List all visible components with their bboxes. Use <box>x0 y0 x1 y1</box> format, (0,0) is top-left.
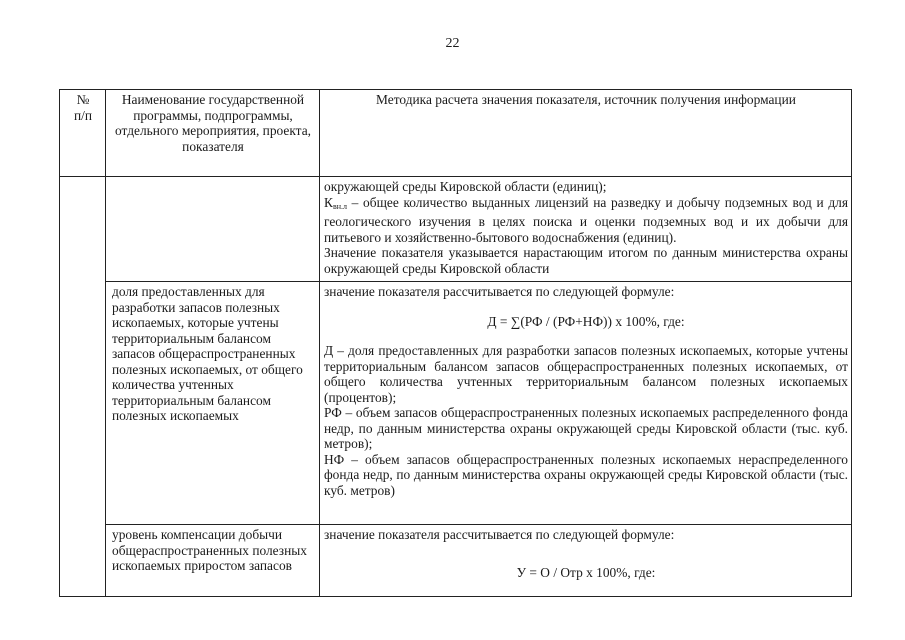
header-name: Наименование государственной программы, подпрограммы, отдельного мероприятия, проекта, показателя <box>106 90 320 177</box>
table-header-row <box>60 90 852 177</box>
k-subscript: вн.л <box>332 201 347 211</box>
row-method-cell <box>320 282 852 525</box>
formula: Д = ∑(РФ / (РФ+НФ)) х 100%, где: <box>487 313 685 329</box>
indicator-table <box>59 89 852 597</box>
header-number: № п/п <box>60 90 106 177</box>
row-method-cell <box>320 525 852 597</box>
value-source-text: Значение показателя указывается нарастающим итогом по данным министерства охраны окружающей среды Кировской области <box>324 245 848 276</box>
method-text: окружающей среды Кировской области (единиц); <box>324 179 607 194</box>
formula-intro: значение показателя рассчитывается по следующей формуле: <box>324 284 675 299</box>
row-method-cell <box>320 177 852 282</box>
formula-intro: значение показателя рассчитывается по следующей формуле: <box>324 527 675 542</box>
table-row <box>60 525 852 597</box>
formula: У = О / Отр х 100%, где: <box>516 564 656 580</box>
table-row <box>60 282 852 525</box>
k-definition <box>324 195 848 246</box>
row-name-cell <box>106 177 320 282</box>
definition-d: Д – доля предоставленных для разработки запасов полезных ископаемых, которые учтены территориальным балансом запасов общераспространенных полезных ископаемых, от общего количества учтенных территориальным балансом полезных ископаемых (процентов); <box>324 343 848 405</box>
page-number: 22 <box>445 36 460 51</box>
indicator-name: доля предоставленных для разработки запасов полезных ископаемых, которые учтены территориальным балансом запасов общераспространенных полезных ископаемых, от общего количества учтенных территориальным балансом полезных ископаемых <box>106 282 320 525</box>
indicator-name: уровень компенсации добычи общераспространенных полезных ископаемых приростом запасов <box>106 525 320 597</box>
table-row <box>60 177 852 282</box>
k-symbol: К <box>324 194 333 210</box>
k-definition-text: – общее количество выданных лицензий на разведку и добычу подземных вод и для геологического изучения в целях поиска и оценки подземных вод и их добычи для питьевого и хозяйственно-бытового водоснабжения (единиц). <box>324 194 848 245</box>
definition-nf: НФ – объем запасов общераспространенных полезных ископаемых нераспределенного фонда недр, по данным министерства охраны окружающей среды Кировской области (тыс. куб. метров) <box>324 451 848 498</box>
definition-rf: РФ – объем запасов общераспространенных полезных ископаемых распределенного фонда недр, по данным министерства охраны окружающей среды Кировской области (тыс. куб. метров); <box>324 405 848 451</box>
header-method: Методика расчета значения показателя, источник получения информации <box>320 90 852 177</box>
row-number-cell <box>60 177 106 597</box>
